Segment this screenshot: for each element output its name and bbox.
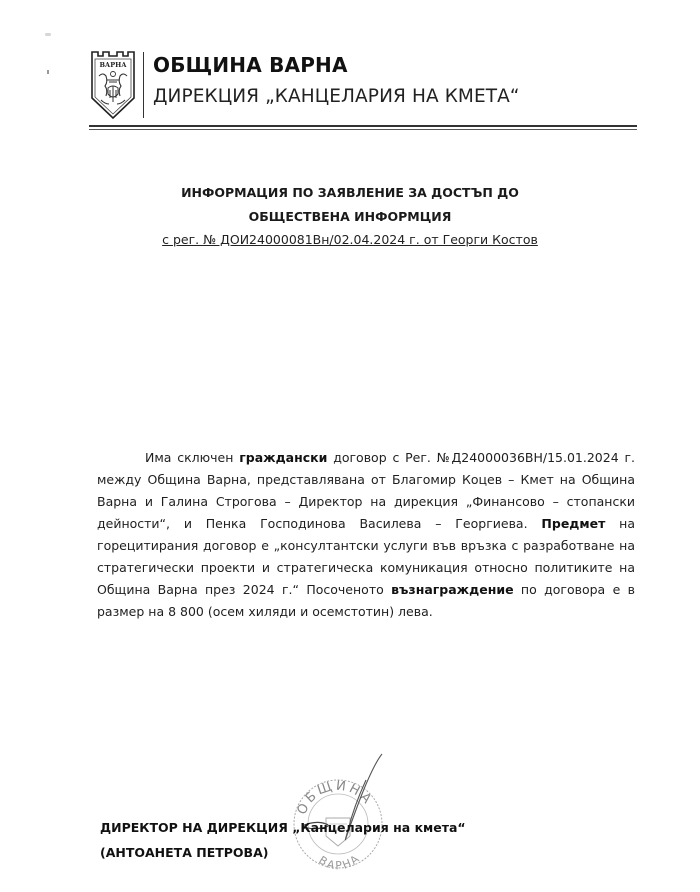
crest-label: ВАРНА [99, 61, 127, 69]
stamp-bottom-text: ВАРНА [316, 851, 364, 873]
document-title-line-1: ИНФОРМАЦИЯ ПО ЗАЯВЛЕНИЕ ЗА ДОСТЪП ДО [181, 185, 519, 200]
scan-speck [47, 70, 49, 74]
document-title-line-2: ОБЩЕСТВЕНА ИНФОРМЦИЯ [248, 209, 452, 224]
organization-name: ОБЩИНА ВАРНА [153, 53, 348, 77]
body-paragraph [97, 447, 635, 623]
svg-text:ВАРНА [316, 851, 363, 872]
signatory-directorate: „Канцелария на кмета“ [292, 820, 466, 835]
varna-crest-icon [89, 50, 137, 122]
stamp-top-text: ОБЩИНА [294, 778, 376, 818]
official-stamp-icon [282, 752, 392, 884]
header-divider [143, 52, 144, 118]
body-text-3: на горецитирания договор е „консултантски услуги във връзка с разработване на стратегически проекти и стратегическа комуникация относно политиките на Община Варна през 2024 г.“ Посоченото [97, 516, 635, 597]
scan-speck [45, 33, 51, 36]
signatory-title [100, 820, 466, 835]
directorate-name: ДИРЕКЦИЯ „КАНЦЕЛАРИЯ НА КМЕТА“ [153, 86, 520, 107]
signatory-name: (АНТОАНЕТА ПЕТРОВА) [100, 845, 269, 860]
body-bold-subject: Предмет [541, 516, 606, 531]
registration-reference: с рег. № ДОИ24000081Вн/02.04.2024 г. от Георги Костов [162, 232, 538, 247]
header-rule [89, 125, 637, 127]
body-bold-remuneration: възнаграждение [391, 582, 514, 597]
signatory-position: ДИРЕКТОР НА ДИРЕКЦИЯ [100, 820, 293, 835]
body-bold-civil: граждански [239, 450, 328, 465]
body-text-4: по договора е в размер на 8 800 (осем хиляди и осемстотин) лева. [97, 582, 635, 619]
header-rule-thin [89, 129, 637, 130]
body-text-2: договор с Рег. №Д24000036ВН/15.01.2024 г. между Община Варна, представлявана от Благомир Коцев – Кмет на Община Варна и Галина Строгова – Директор на дирекция „Финансово – стопански дейности“, и Пенка Господинова Василева – Георгиева. [97, 450, 635, 531]
body-text-1: Има сключен [145, 450, 240, 465]
